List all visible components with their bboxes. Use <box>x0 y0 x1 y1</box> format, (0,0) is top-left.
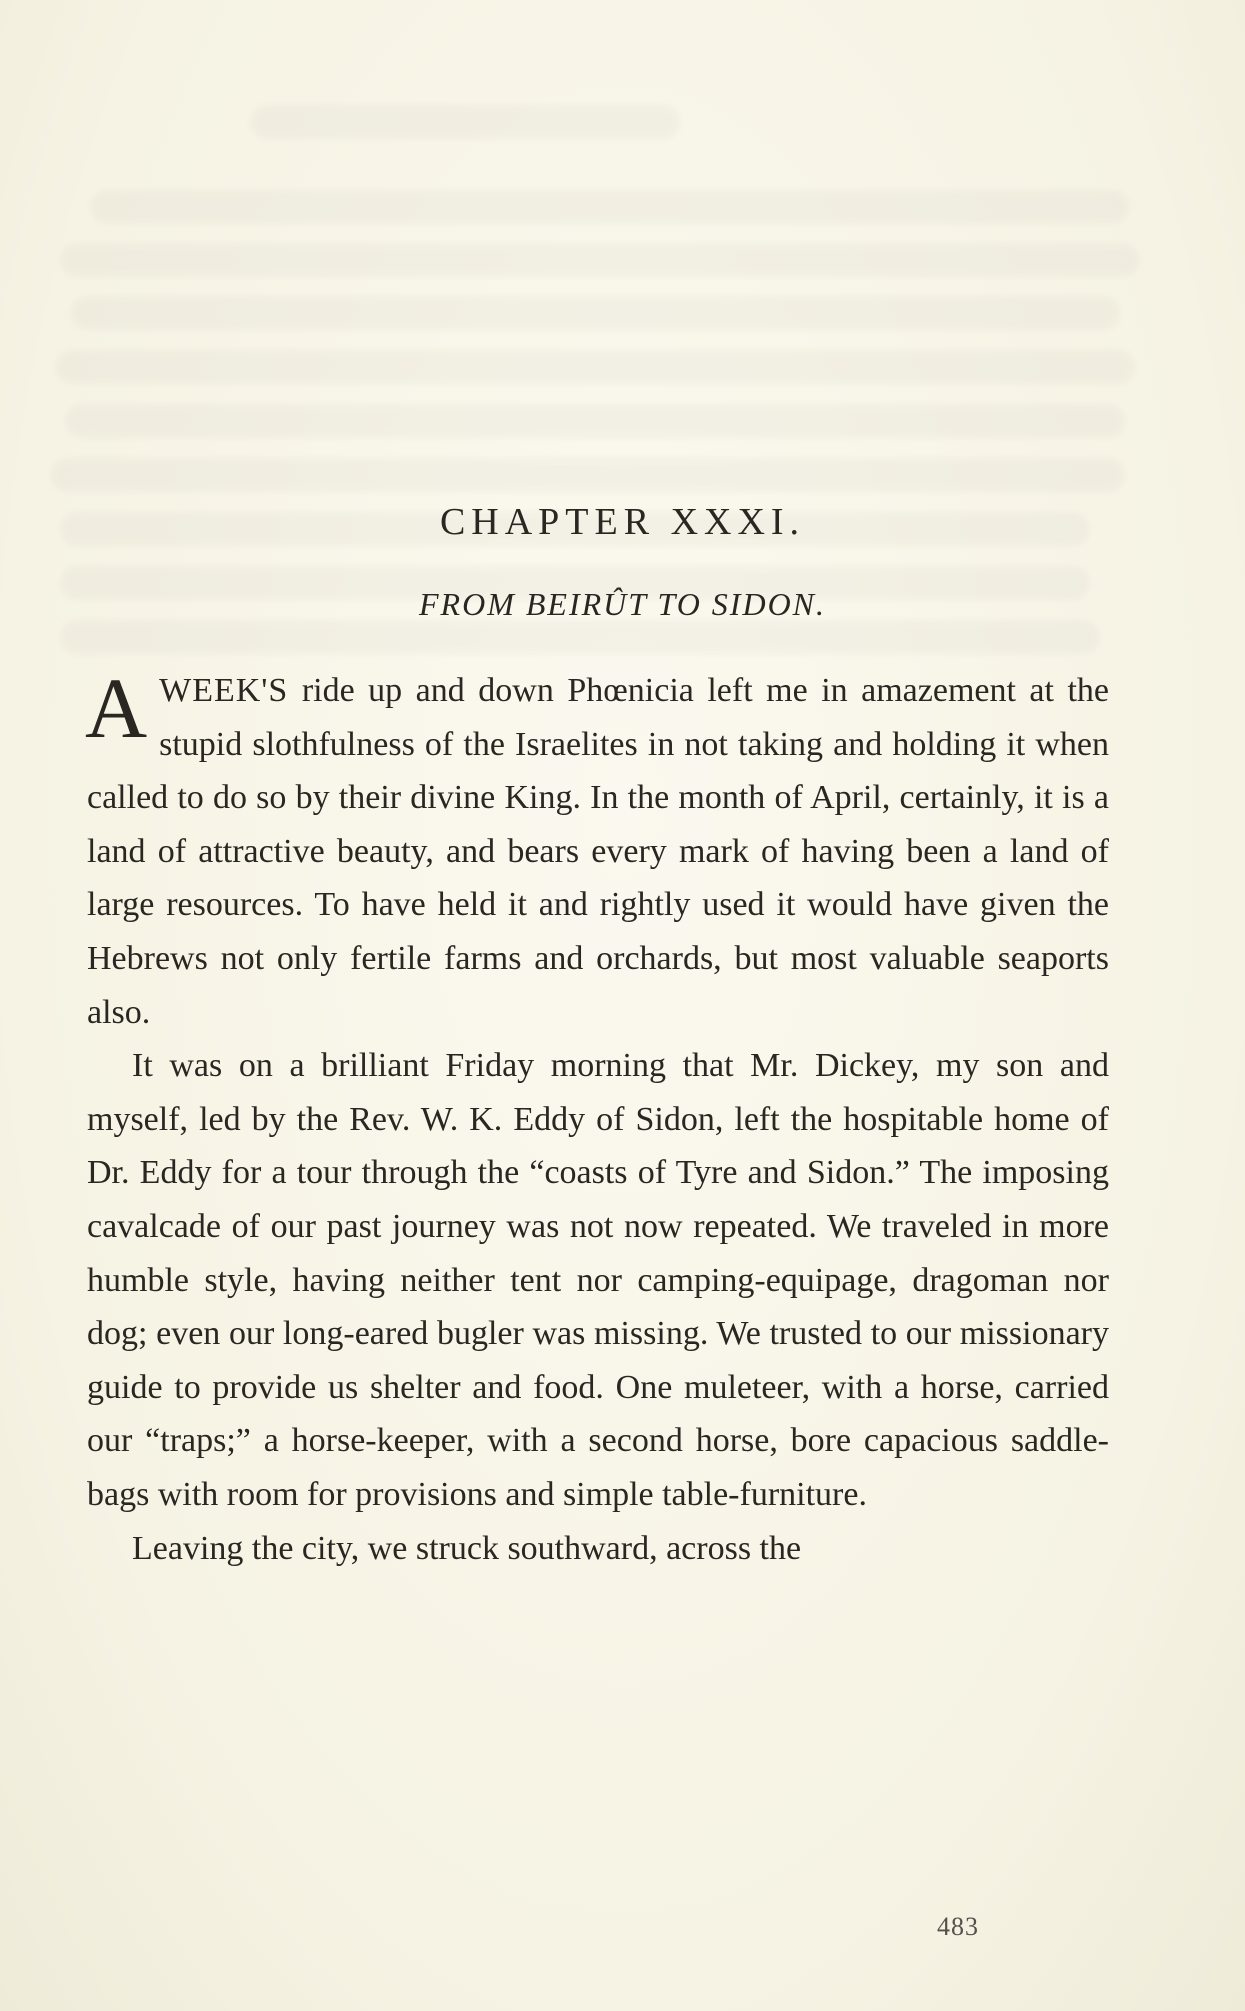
lead-caps: WEEK'S <box>159 672 289 709</box>
chapter-body <box>85 660 1109 1575</box>
page-number: 483 <box>937 1912 979 1941</box>
paragraph-2: It was on a brilliant Friday morning that Mr. Dickey, my son and myself, led by the Rev. W. K. Eddy of Sidon, left the hospitable home of Dr. Eddy for a tour through the “coasts of Tyre and Sidon.” The imposing cavalcade of our past journey was not now repeated. We traveled in more humble style, having neither tent nor camping-equipage, dragoman nor dog; even our long-eared bugler was missing. We trusted to our missionary guide to provide us shelter and food. One muleteer, with a horse, carried our “traps;” a horse-keeper, with a second horse, bore capacious saddle-bags with room for provisions and simple table-furniture. <box>87 1047 1109 1513</box>
paragraph-3: Leaving the city, we struck southward, across the <box>132 1529 802 1567</box>
drop-cap: A <box>85 660 148 756</box>
chapter-title: CHAPTER XXXI. <box>439 501 806 543</box>
paragraph-1-text: ride up and down Phœnicia left me in amazement at the stupid slothfulness of the Israelites in not taking and holding it when called to do so by their divine King. In the month of April, certainly, it is a land of attractive beauty, and bears every mark of having been a land of large resources. To have held it and rightly used it would have given the Hebrews not only fertile farms and orchards, but most valuable seaports also. <box>87 672 1109 1031</box>
chapter-subtitle: FROM BEIRÛT TO SIDON. <box>418 586 827 622</box>
paragraph-1 <box>85 660 1109 1039</box>
